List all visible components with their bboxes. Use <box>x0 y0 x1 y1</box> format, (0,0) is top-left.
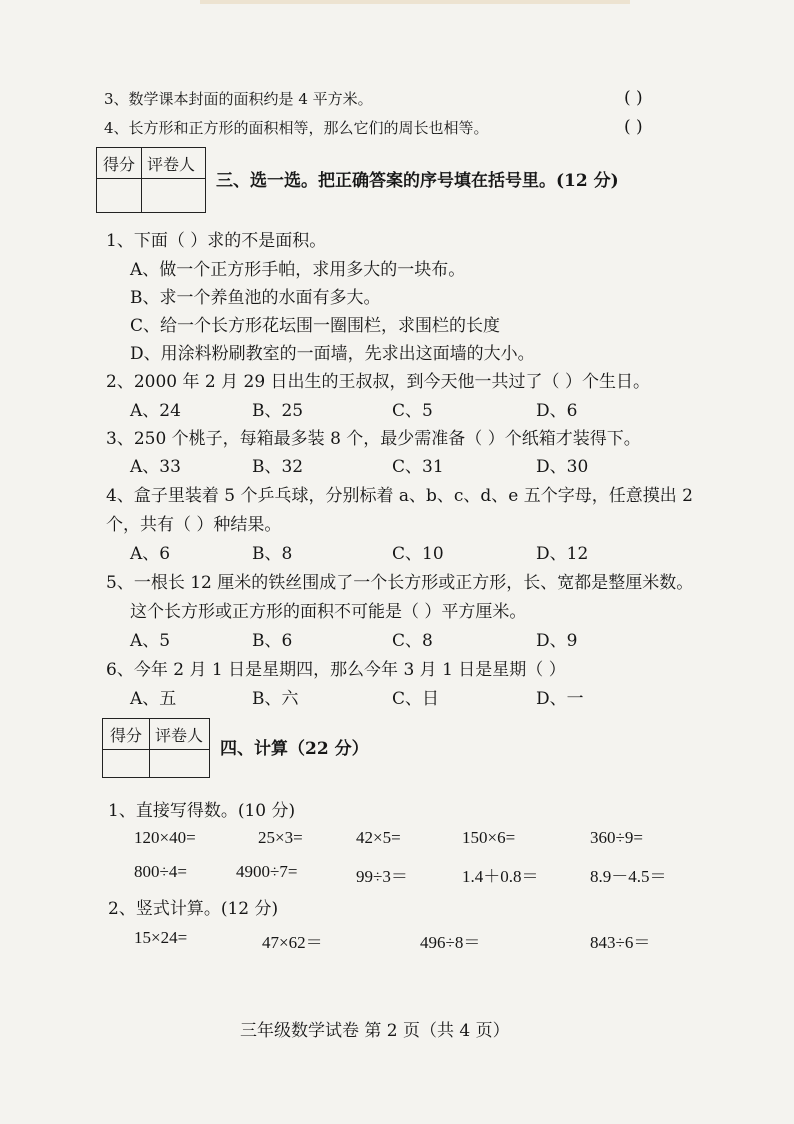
calc-item: 1.4＋0.8＝ <box>462 867 539 886</box>
s3-q3-option-a: A、33 <box>130 457 181 477</box>
s3-q4-stem-line1: 4、盒子里装着 5 个乒乓球，分别标着 a、b、c、d、e 五个字母，任意摸出 2 <box>106 486 693 506</box>
s3-q4-option-d: D、12 <box>536 544 589 564</box>
calc-item: 25×3= <box>258 828 303 847</box>
judge-q3-answer-paren[interactable]: ( ) <box>624 88 643 108</box>
score-box-divider <box>141 148 142 212</box>
s3-q1-option-d: D、用涂料粉刷教室的一面墙，先求出这面墙的大小。 <box>130 344 535 364</box>
calc-item: 150×6= <box>462 828 516 847</box>
s3-q1-stem: 1、下面（ ）求的不是面积。 <box>106 231 327 251</box>
calc-item: 360÷9= <box>590 828 643 847</box>
score-box-divider <box>149 719 150 777</box>
top-edge-mark <box>200 0 630 4</box>
s3-q5-option-a: A、5 <box>130 631 171 651</box>
calc-item: 47×62＝ <box>262 933 323 952</box>
score-box-section3 <box>96 147 206 213</box>
judge-q4-answer-paren[interactable]: ( ) <box>624 117 643 137</box>
calc-item: 4900÷7= <box>236 862 298 881</box>
s3-q4-option-b: B、8 <box>252 544 293 564</box>
s3-q5-stem-line2: 这个长方形或正方形的面积不可能是（ ）平方厘米。 <box>130 602 527 622</box>
s3-q1-option-c: C、给一个长方形花坛围一圈围栏，求围栏的长度 <box>130 316 501 336</box>
calc-item: 15×24= <box>134 928 188 947</box>
calc-item: 843÷6＝ <box>590 933 651 952</box>
s3-q4-stem-line2: 个，共有（ ）种结果。 <box>106 515 282 535</box>
s4-part2-label: 2、竖式计算。(12 分) <box>108 899 279 919</box>
s3-q5-option-b: B、6 <box>252 631 293 651</box>
calc-item: 99÷3＝ <box>356 867 408 886</box>
s3-q1-option-b: B、求一个养鱼池的水面有多大。 <box>130 288 381 308</box>
calc-item: 120×40= <box>134 828 196 847</box>
calc-item: 42×5= <box>356 828 401 847</box>
s3-q3-stem: 3、250 个桃子，每箱最多装 8 个，最少需准备（ ）个纸箱才装得下。 <box>106 429 641 449</box>
s3-q3-option-b: B、32 <box>252 457 304 477</box>
s3-q6-option-b: B、六 <box>252 689 299 709</box>
score-label: 得分 <box>103 155 136 174</box>
s3-q2-option-b: B、25 <box>252 401 304 421</box>
s3-q6-option-d: D、一 <box>536 689 584 709</box>
score-box-section4 <box>102 718 210 778</box>
section3-title: 三、选一选。把正确答案的序号填在括号里。(12 分) <box>216 171 619 191</box>
s3-q5-option-d: D、9 <box>536 631 578 651</box>
grader-label: 评卷人 <box>155 726 204 745</box>
calc-item: 800÷4= <box>134 862 187 881</box>
s3-q5-stem-line1: 5、一根长 12 厘米的铁丝围成了一个长方形或正方形，长、宽都是整厘米数。 <box>106 573 694 593</box>
page-footer: 三年级数学试卷 第 2 页（共 4 页） <box>240 1021 510 1041</box>
s3-q2-stem: 2、2000 年 2 月 29 日出生的王叔叔，到今天他一共过了（ ）个生日。 <box>106 372 650 392</box>
s3-q4-option-a: A、6 <box>130 544 171 564</box>
s3-q3-option-d: D、30 <box>536 457 589 477</box>
judge-q3: 3、数学课本封面的面积约是 4 平方米。 <box>104 90 373 108</box>
s3-q4-option-c: C、10 <box>392 544 444 564</box>
s3-q6-option-a: A、五 <box>130 689 177 709</box>
calc-item: 8.9－4.5＝ <box>590 867 667 886</box>
s3-q2-option-c: C、5 <box>392 401 433 421</box>
judge-q4: 4、长方形和正方形的面积相等，那么它们的周长也相等。 <box>104 119 489 137</box>
s3-q6-option-c: C、日 <box>392 689 440 709</box>
score-label: 得分 <box>110 726 143 745</box>
s3-q3-option-c: C、31 <box>392 457 444 477</box>
grader-label: 评卷人 <box>147 155 196 174</box>
s4-part1-label: 1、直接写得数。(10 分) <box>108 801 296 821</box>
s3-q6-stem: 6、今年 2 月 1 日是星期四，那么今年 3 月 1 日是星期（ ） <box>106 660 566 680</box>
s3-q5-option-c: C、8 <box>392 631 433 651</box>
section4-title: 四、计算（22 分） <box>220 739 369 759</box>
s3-q1-option-a: A、做一个正方形手帕，求用多大的一块布。 <box>130 260 466 280</box>
s3-q2-option-a: A、24 <box>130 401 181 421</box>
calc-item: 496÷8＝ <box>420 933 481 952</box>
s3-q2-option-d: D、6 <box>536 401 578 421</box>
